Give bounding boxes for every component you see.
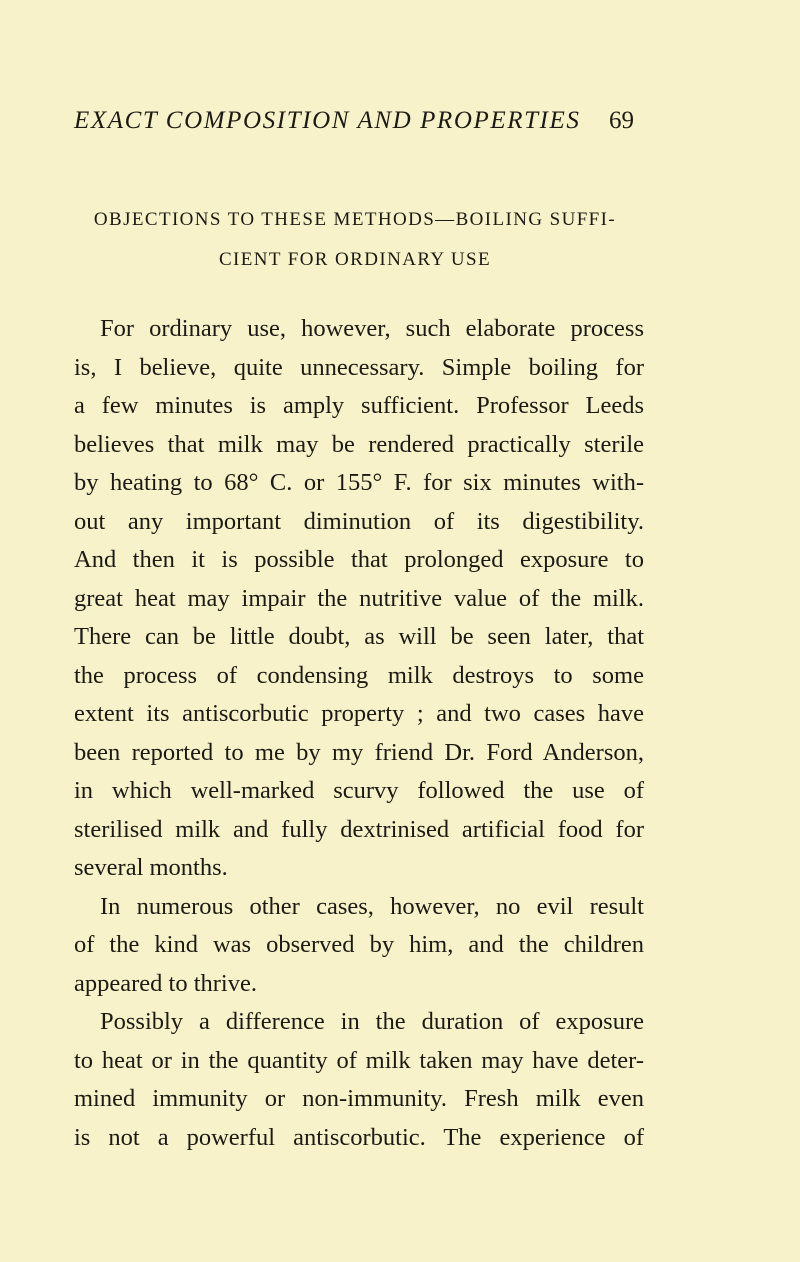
text-line: Possibly a difference in the duration of exposure — [100, 1008, 644, 1035]
running-head — [74, 104, 634, 140]
text-line: In numerous other cases, however, no evil result — [100, 892, 644, 920]
section-heading-line: CIENT FOR ORDINARY USE — [218, 249, 492, 270]
text-line: believes that milk may be rendered practically sterile — [74, 430, 644, 458]
text-line: a few minutes is amply sufficient. Professor Leeds — [74, 392, 644, 419]
text-line: is not a powerful antiscorbutic. The experience of — [74, 1123, 644, 1151]
text-line: There can be little doubt, as will be seen later, that — [74, 623, 644, 650]
body-text — [74, 310, 644, 1157]
text-line: mined immunity or non-immunity. Fresh milk even — [74, 1085, 644, 1112]
text-line: sterilised milk and fully dextrinised artificial food for — [74, 815, 644, 843]
page-number: 69 — [609, 107, 634, 134]
text-line: several months. — [74, 854, 228, 881]
text-line: by heating to 68° C. or 155° F. for six minutes with- — [74, 469, 644, 496]
section-heading — [74, 200, 636, 280]
text-line: to heat or in the quantity of milk taken may have deter- — [74, 1046, 644, 1074]
running-title: EXACT COMPOSITION AND PROPERTIES — [74, 107, 581, 134]
text-line: out any important diminution of its digestibility. — [74, 507, 644, 535]
text-line: And then it is possible that prolonged exposure to — [74, 546, 644, 573]
text-line: For ordinary use, however, such elaborate process — [100, 315, 644, 342]
text-line: in which well-marked scurvy followed the use of — [74, 777, 644, 804]
section-heading-line: OBJECTIONS TO THESE METHODS—BOILING SUFFI- — [93, 209, 617, 230]
text-line: is, I believe, quite unnecessary. Simple boiling for — [74, 353, 644, 381]
text-line: appeared to thrive. — [74, 969, 257, 997]
text-line: of the kind was observed by him, and the children — [74, 931, 644, 958]
text-line: great heat may impair the nutritive value of the milk. — [74, 584, 644, 612]
text-line: extent its antiscorbutic property ; and two cases have — [74, 700, 644, 727]
text-line: been reported to me by my friend Dr. Ford Anderson, — [74, 738, 644, 766]
text-line: the process of condensing milk destroys to some — [74, 661, 644, 689]
